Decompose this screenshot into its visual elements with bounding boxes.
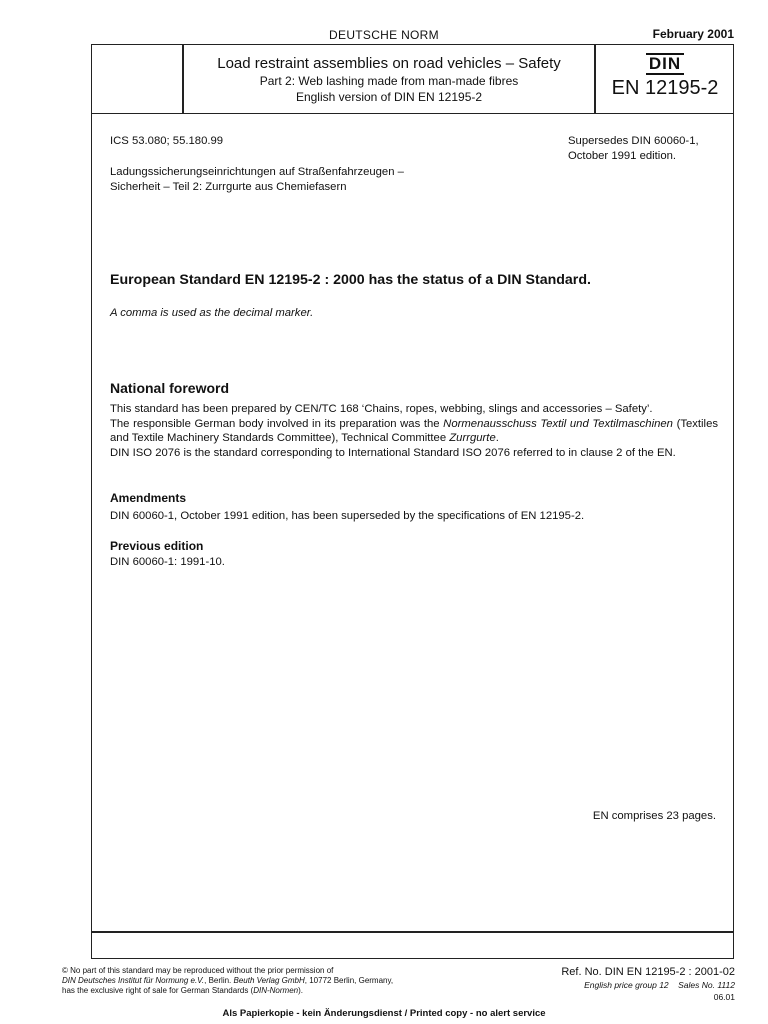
german-title xyxy=(110,165,510,194)
amendments-heading: Amendments xyxy=(110,491,187,505)
german-title-line: Sicherheit – Teil 2: Zurrgurte aus Chemiefasern xyxy=(110,180,347,193)
din-logo: DIN xyxy=(646,53,684,75)
text-run: Beuth Verlag GmbH xyxy=(233,976,305,985)
title-block xyxy=(92,45,733,114)
price-info xyxy=(584,980,735,990)
document-date-code: 06.01 xyxy=(713,992,735,1002)
ics-code: ICS 53.080; 55.180.99 xyxy=(110,135,224,147)
text-run: , 10772 Berlin, Germany, xyxy=(304,976,394,985)
copyright-notice xyxy=(62,966,482,996)
text-run: . xyxy=(495,432,499,444)
din-cell xyxy=(596,45,734,100)
page-count: EN comprises 23 pages. xyxy=(592,810,716,822)
foreword-paragraph: This standard has been prepared by CEN/TC 168 ‘Chains, ropes, webbing, slings and accessories – Safety’. xyxy=(110,403,653,415)
previous-edition-heading: Previous edition xyxy=(110,539,204,553)
title-cell xyxy=(184,45,594,104)
copyright-line xyxy=(62,976,482,986)
text-run: (Textiles and Textile Machinery Standards Committee), Technical Committee xyxy=(110,417,718,444)
german-title-line: Ladungssicherungseinrichtungen auf Straßenfahrzeugen – xyxy=(110,166,404,178)
foreword-body xyxy=(110,402,718,460)
document-part: Part 2: Web lashing made from man-made fibres xyxy=(259,74,519,88)
price-group: English price group 12 xyxy=(584,980,669,990)
text-run: DIN Deutsches Institut für Normung e.V. xyxy=(62,976,205,985)
standard-series-label: DEUTSCHE NORM xyxy=(329,28,439,42)
text-run: DIN-Normen xyxy=(253,986,299,995)
text-run: ). xyxy=(298,986,303,995)
document-version: English version of DIN EN 12195-2 xyxy=(295,90,483,104)
supersedes-line: Supersedes DIN 60060-1, xyxy=(568,135,699,147)
reference-number: Ref. No. DIN EN 12195-2 : 2001-02 xyxy=(561,966,735,978)
committee-name: Normenausschuss Textil und Textilmaschinen xyxy=(443,417,673,430)
supersedes-line: October 1991 edition. xyxy=(568,149,677,162)
text-run: has the exclusive right of sale for German Standards ( xyxy=(62,986,254,995)
publication-date: February 2001 xyxy=(652,27,734,41)
document-title: Load restraint assemblies on road vehicles – Safety xyxy=(217,55,561,72)
previous-edition-text: DIN 60060-1: 1991-10. xyxy=(110,556,225,568)
divider xyxy=(92,931,733,933)
supersedes-note xyxy=(568,134,728,163)
decimal-marker-note: A comma is used as the decimal marker. xyxy=(110,307,314,319)
foreword-paragraph xyxy=(110,417,718,446)
text-run: , Berlin. xyxy=(204,976,234,985)
standard-number: EN 12195-2 xyxy=(611,77,719,99)
amendments-text: DIN 60060-1, October 1991 edition, has been superseded by the specifications of EN 12195-2. xyxy=(110,510,585,522)
print-notice: Als Papierkopie - kein Änderungsdienst / Printed copy - no alert service xyxy=(222,1008,546,1019)
sales-number: Sales No. 1112 xyxy=(678,980,735,990)
foreword-heading: National foreword xyxy=(110,380,230,396)
copyright-line: © No part of this standard may be reproduced without the prior permission of xyxy=(62,966,334,975)
foreword-paragraph: DIN ISO 2076 is the standard corresponding to International Standard ISO 2076 referred to in clause 2 of the EN. xyxy=(110,446,676,459)
copyright-line xyxy=(62,986,482,996)
technical-committee-name: Zurrgurte xyxy=(449,432,496,444)
status-statement: European Standard EN 12195-2 : 2000 has the status of a DIN Standard. xyxy=(110,272,591,288)
text-run: The responsible German body involved in its preparation was the xyxy=(110,417,444,430)
